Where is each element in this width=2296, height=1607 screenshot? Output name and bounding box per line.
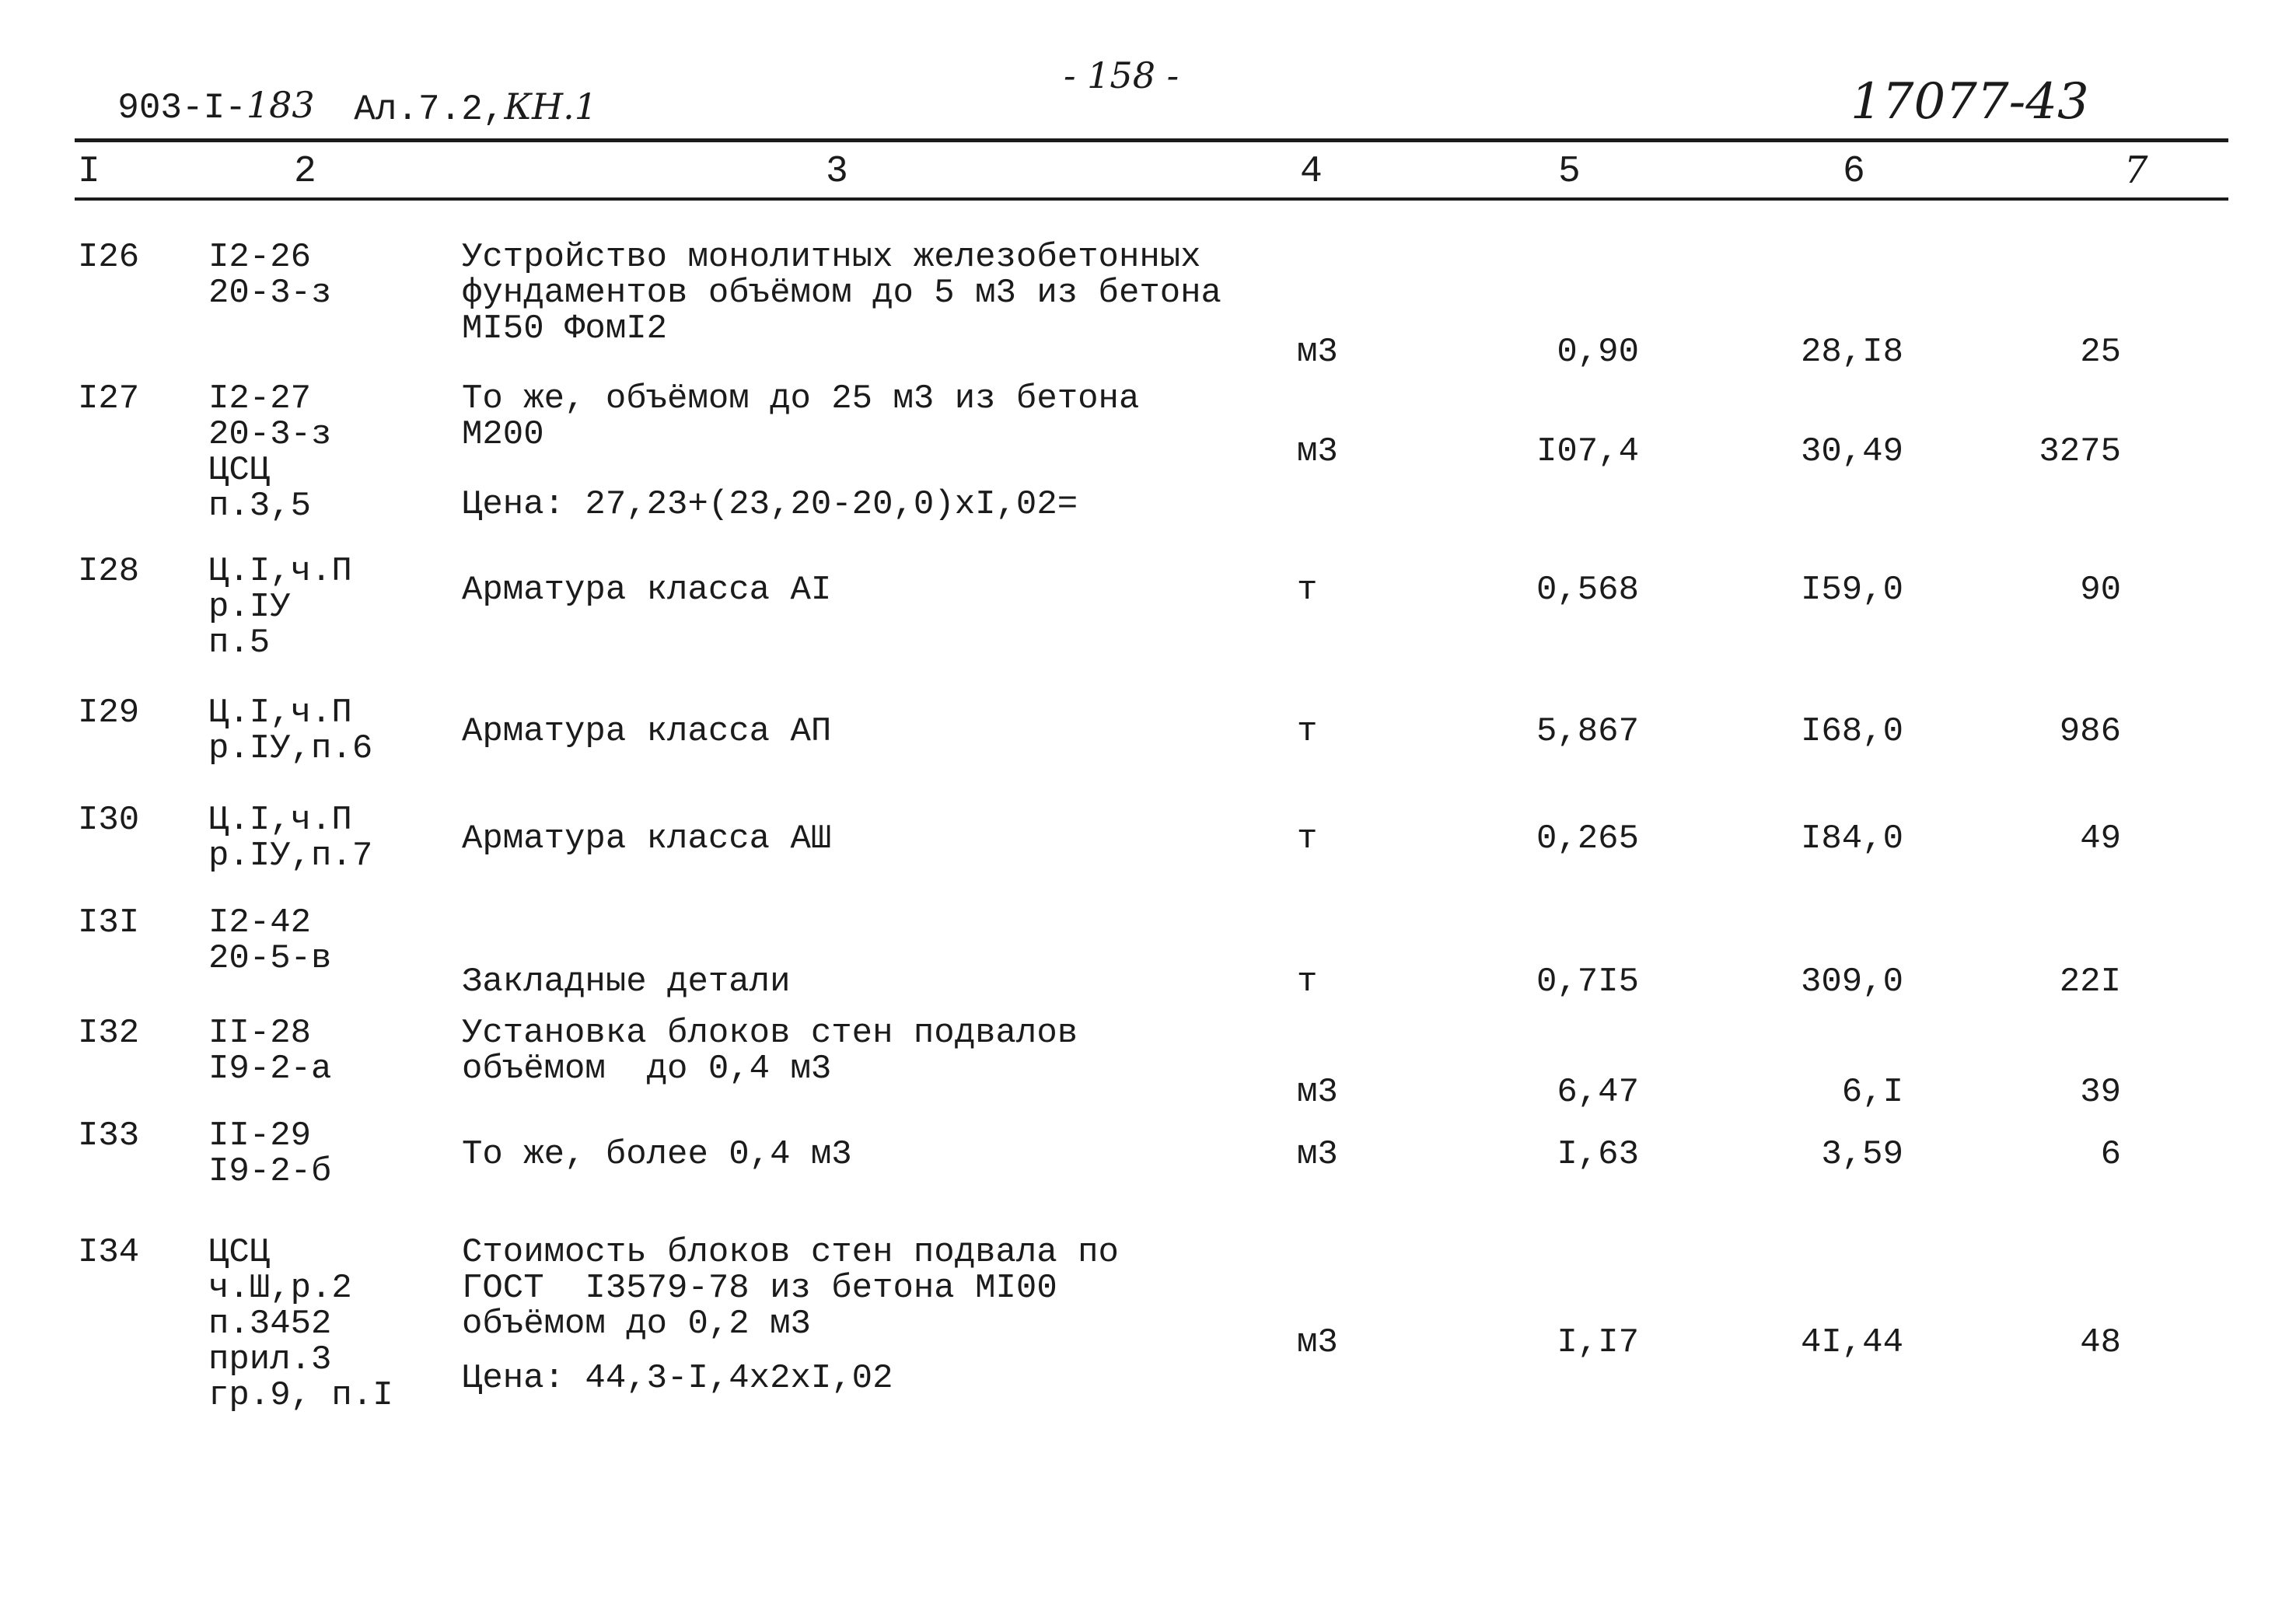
row-I34-desc: Стоимость блоков стен подвала по ГОСТ I3579-78 из бетона МI00 объёмом до 0,2 м3 — [462, 1233, 1119, 1343]
row-I28-price: I59,0 — [1800, 571, 1903, 610]
row-I28-unit: т — [1297, 571, 1318, 610]
row-I26-qty: 0,90 — [1557, 333, 1639, 372]
row-I28-code: Ц.I,ч.П р.IУ п.5 — [208, 552, 352, 662]
row-I32-n: I32 — [78, 1014, 140, 1053]
row-I32-unit: м3 — [1297, 1073, 1338, 1112]
row-I26-code: I2-26 20-3-з — [208, 238, 332, 313]
row-I30-total: 49 — [2080, 819, 2121, 858]
header-bottom-rule — [75, 197, 2228, 201]
row-I29-code: Ц.I,ч.П р.IУ,п.6 — [208, 693, 373, 768]
row-I27-price: 30,49 — [1800, 432, 1903, 471]
row-I33-code: II-29 I9-2-б — [208, 1116, 332, 1191]
row-I33-price: 3,59 — [1821, 1135, 1903, 1174]
row-I3I-desc: Закладные детали — [462, 962, 791, 1001]
row-I30-price: I84,0 — [1800, 819, 1903, 858]
col-header-7: 7 — [2124, 148, 2148, 192]
col-header-3: 3 — [826, 151, 848, 193]
row-I30-unit: т — [1297, 819, 1318, 858]
row-I3I-total: 22I — [2059, 962, 2121, 1001]
album-handwritten: КН.1 — [504, 86, 598, 128]
row-I27-qty: I07,4 — [1536, 432, 1639, 471]
col-header-4: 4 — [1300, 151, 1323, 193]
col-header-1: I — [78, 151, 100, 193]
row-I30-desc: Арматура класса АШ — [462, 819, 832, 858]
registration-stamp: 17077-43 — [1850, 73, 2089, 131]
document-code — [75, 51, 315, 126]
row-I33-unit: м3 — [1297, 1135, 1338, 1174]
col-header-6: 6 — [1843, 151, 1865, 193]
row-I32-desc: Установка блоков стен подвалов объёмом до 0,4 м3 — [462, 1014, 1078, 1088]
row-I30-qty: 0,265 — [1536, 819, 1639, 858]
page-number: - 158 - — [1064, 54, 1179, 96]
row-I34-unit: м3 — [1297, 1323, 1338, 1362]
row-I27-desc2: Цена: 27,23+(23,20-20,0)хI,02= — [462, 485, 1078, 524]
col-header-5: 5 — [1558, 151, 1581, 193]
row-I29-qty: 5,867 — [1536, 712, 1639, 751]
row-I26-price: 28,I8 — [1800, 333, 1903, 372]
row-I26-total: 25 — [2080, 333, 2121, 372]
row-I28-n: I28 — [78, 552, 140, 591]
row-I32-qty: 6,47 — [1557, 1073, 1639, 1112]
row-I32-price: 6,I — [1841, 1073, 1903, 1112]
header-top-rule — [75, 138, 2228, 142]
row-I3I-code: I2-42 20-5-в — [208, 903, 332, 978]
row-I34-n: I34 — [78, 1233, 140, 1272]
row-I27-code: I2-27 20-3-з ЦСЦ п.3,5 — [208, 379, 332, 526]
row-I26-unit: м3 — [1297, 333, 1338, 372]
album-reference — [311, 53, 597, 128]
row-I3I-qty: 0,7I5 — [1536, 962, 1639, 1001]
row-I26-n: I26 — [78, 238, 140, 277]
row-I34-total: 48 — [2080, 1323, 2121, 1362]
document-code-handwritten: 183 — [246, 84, 315, 126]
row-I33-total: 6 — [2100, 1135, 2121, 1174]
row-I28-qty: 0,568 — [1536, 571, 1639, 610]
row-I33-desc: То же, более 0,4 м3 — [462, 1135, 852, 1174]
row-I29-price: I68,0 — [1800, 712, 1903, 751]
row-I27-unit: м3 — [1297, 432, 1338, 471]
row-I27-desc: То же, объёмом до 25 м3 из бетона М200 — [462, 379, 1140, 454]
row-I32-total: 39 — [2080, 1073, 2121, 1112]
row-I34-code: ЦСЦ ч.Ш,р.2 п.3452 прил.3 гр.9, п.I — [208, 1233, 393, 1415]
album-typed: Ал.7.2, — [354, 89, 505, 130]
row-I32-code: II-28 I9-2-а — [208, 1014, 332, 1088]
row-I3I-price: 309,0 — [1800, 962, 1903, 1001]
row-I29-desc: Арматура класса АП — [462, 712, 832, 751]
row-I28-desc: Арматура класса АI — [462, 571, 832, 610]
row-I33-n: I33 — [78, 1116, 140, 1155]
row-I29-n: I29 — [78, 693, 140, 732]
row-I3I-n: I3I — [78, 903, 140, 942]
row-I34-price: 4I,44 — [1800, 1323, 1903, 1362]
row-I27-total: 3275 — [2039, 432, 2121, 471]
row-I30-code: Ц.I,ч.П р.IУ,п.7 — [208, 801, 373, 875]
row-I26-desc: Устройство монолитных железобетонных фундаментов объёмом до 5 м3 из бетона МI50 ФомI2 — [462, 238, 1221, 348]
row-I29-unit: т — [1297, 712, 1318, 751]
row-I30-n: I30 — [78, 801, 140, 840]
row-I3I-unit: т — [1297, 962, 1318, 1001]
row-I27-n: I27 — [78, 379, 140, 418]
row-I29-total: 986 — [2059, 712, 2121, 751]
document-code-typed: 903-I- — [117, 88, 246, 128]
col-header-2: 2 — [294, 151, 316, 193]
row-I33-qty: I,63 — [1557, 1135, 1639, 1174]
row-I34-desc2: Цена: 44,3-I,4х2хI,02 — [462, 1359, 893, 1398]
row-I28-total: 90 — [2080, 571, 2121, 610]
row-I34-qty: I,I7 — [1557, 1323, 1639, 1362]
